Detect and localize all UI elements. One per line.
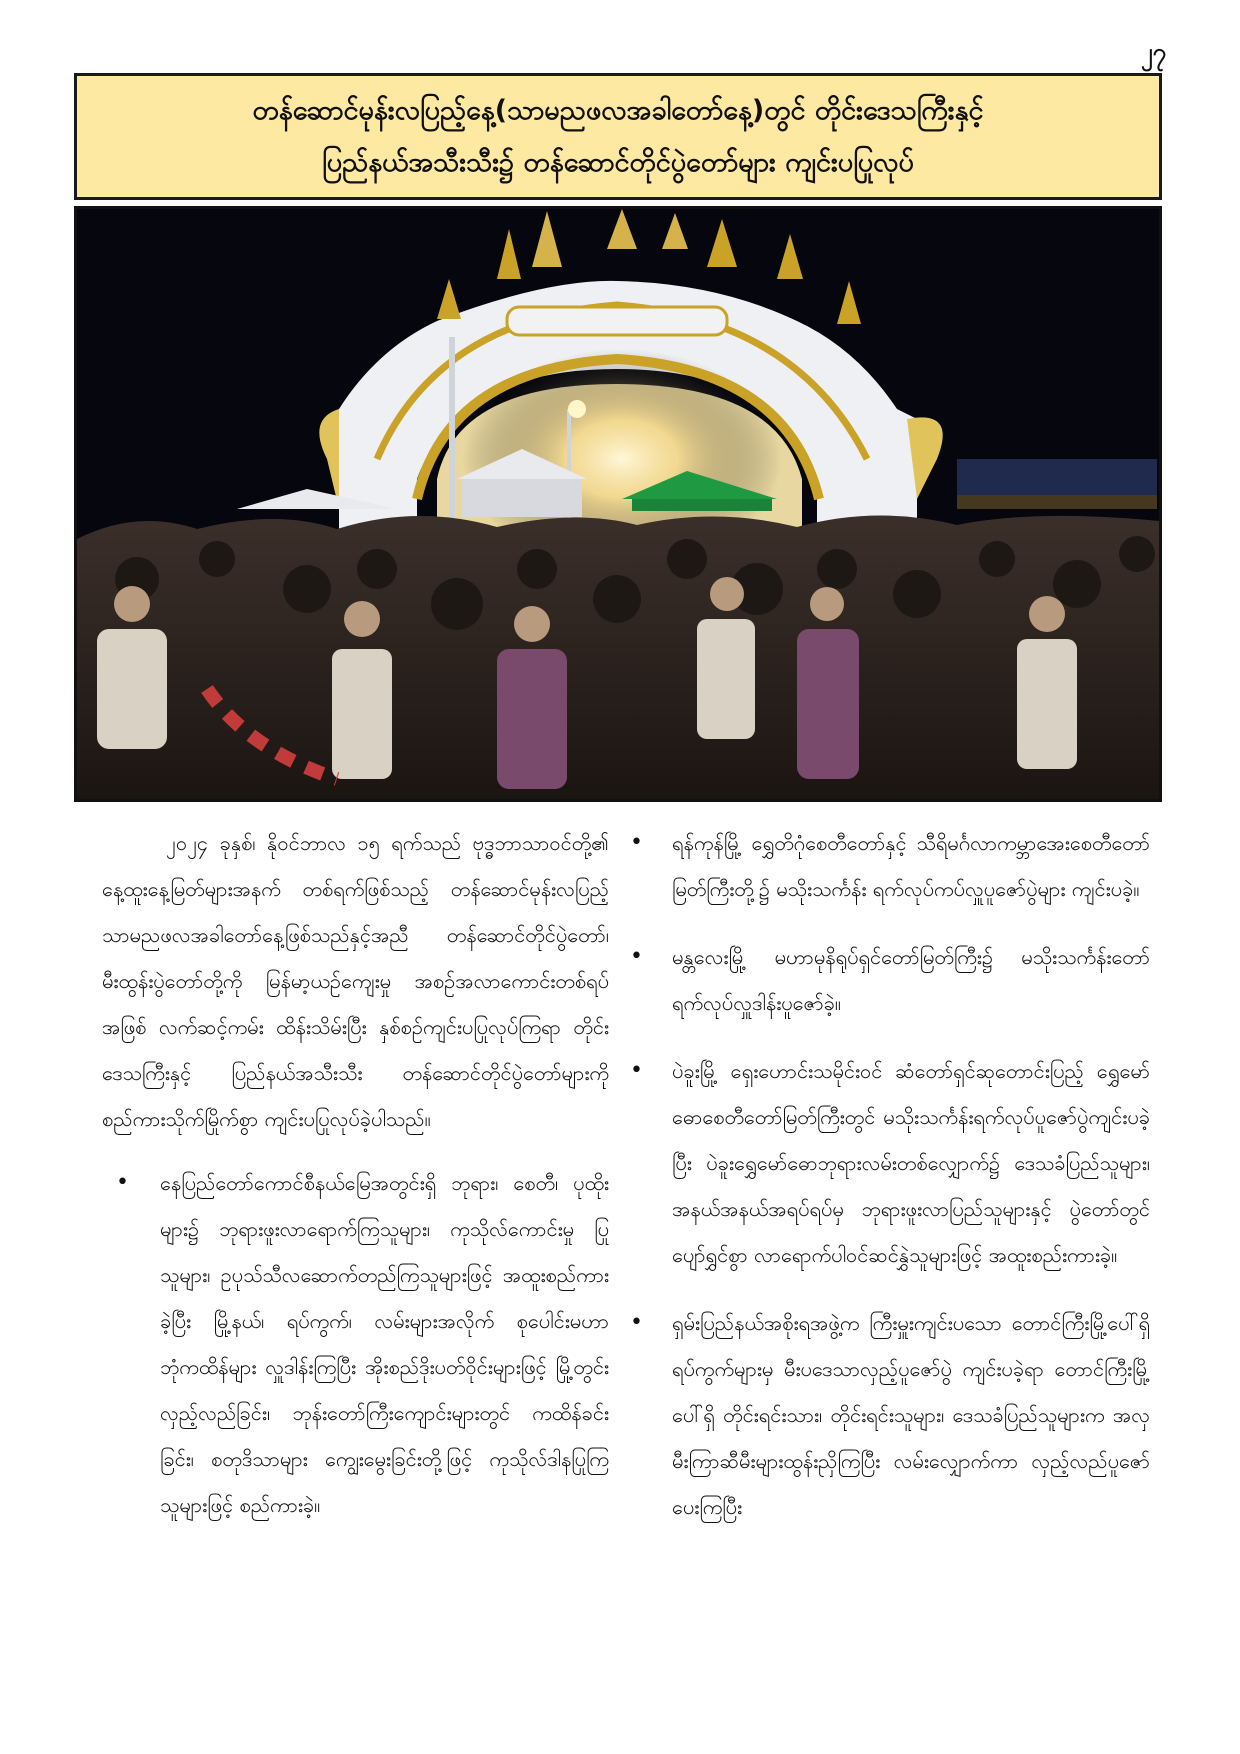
list-item-text: ရန်ကုန်မြို့ ရွှေတိဂုံစေတီတော်နှင့် သီရိမင်္ဂလာကမ္ဘာအေးစေတီတော်မြတ်ကြီးတို့၌ မသိုးသင်္ကန်း ရက်လုပ်ကပ်လှူပူဇော်ပွဲများ ကျင်းပခဲ့။ — [672, 831, 1150, 901]
bullet-icon: • — [630, 1058, 643, 1083]
list-item-text: ရှမ်းပြည်နယ်အစိုးရအဖွဲ့က ကြီးမှူးကျင်းပသော တောင်ကြီးမြို့ပေါ်ရှိ ရပ်ကွက်များမှ မီးပဒေသာလှည့်ပူဇော်ပွဲ ကျင်းပခဲ့ရာ တောင်ကြီးမြို့ပေါ်ရှိ တိုင်းရင်းသား၊ တိုင်းရင်းသူများ၊ ဒေသခံပြည်သူများက အလှမီးကြာဆီမီးများထွန်းညှိကြပြီး လမ်းလျှောက်ကာ လှည့်လည်ပူဇော်ပေးကြပြီး — [672, 1311, 1150, 1519]
bullet-icon: • — [630, 830, 643, 855]
bullet-icon: • — [630, 944, 643, 969]
list-item — [102, 1160, 609, 1528]
intro-paragraph: ၂၀၂၄ ခုနှစ်၊ နိုဝင်ဘာလ ၁၅ ရက်သည် ဗုဒ္ဓဘာသာဝင်တို့၏ နေ့ထူးနေ့မြတ်များအနက် တစ်ရက်ဖြစ်သည့် တန်ဆောင်မုန်းလပြည့် သာမညဖလအခါတော်နေ့ဖြစ်သည်နှင့်အညီ တန်ဆောင်တိုင်ပွဲတော်၊ မီးထွန်းပွဲတော်တို့ကို မြန်မာ့ယဉ်ကျေးမှု အစဉ်အလာကောင်းတစ်ရပ်အဖြစ် လက်ဆင့်ကမ်း ထိန်းသိမ်းပြီး နှစ်စဉ်ကျင်းပပြုလုပ်ကြရာ တိုင်းဒေသကြီးနှင့် ပြည်နယ်အသီးသီး တန်ဆောင်တိုင်ပွဲတော်များကို စည်ကားသိုက်မြိုက်စွာ ကျင်းပပြုလုပ်ခဲ့ပါသည်။ — [102, 831, 609, 1131]
festival-photo — [74, 206, 1162, 802]
page-number: ၂၇ — [1140, 38, 1166, 66]
list-item — [630, 934, 1150, 1026]
title-line-1: တန်ဆောင်မုန်းလပြည့်နေ့(သာမညဖလအခါတော်နေ့)တွင် တိုင်းဒေသကြီးနှင့် — [252, 94, 984, 126]
left-column — [102, 820, 609, 1550]
list-item — [630, 1048, 1150, 1278]
bullet-icon: • — [116, 1170, 129, 1195]
title-box — [74, 73, 1162, 200]
list-item-text: ပဲခူးမြို့ ရှေးဟောင်းသမိုင်းဝင် ဆံတော်ရှင်ဆုတောင်းပြည့် ရွှေမော်ဓောစေတီတော်မြတ်ကြီးတွင် မသိုးသင်္ကန်းရက်လုပ်ပူဇော်ပွဲကျင်းပခဲ့ပြီး ပဲခူးရွှေမော်ဓောဘုရားလမ်းတစ်လျှောက်၌ ဒေသခံပြည်သူများ၊ အနယ်အနယ်အရပ်ရပ်မှ ဘုရားဖူးလာပြည်သူများနှင့် ပွဲတော်တွင် ပျော်ရွှင်စွာ လာရောက်ပါဝင်ဆင်နွှဲသူများဖြင့် အထူးစည်းကားခဲ့။ — [672, 1059, 1150, 1267]
title-line-2: ပြည်နယ်အသီးသီး၌ တန်ဆောင်တိုင်ပွဲတော်များ ကျင်းပပြုလုပ် — [322, 146, 914, 178]
right-column — [630, 820, 1150, 1552]
list-item-text: မန္တလေးမြို့ မဟာမုနိရုပ်ရှင်တော်မြတ်ကြီး၌ မသိုးသင်္ကန်းတော် ရက်လုပ်လှူဒါန်းပူဇော်ခဲ့။ — [672, 945, 1150, 1015]
list-item — [630, 820, 1150, 912]
list-item-text: နေပြည်တော်ကောင်စီနယ်မြေအတွင်းရှိ ဘုရား၊ စေတီ၊ ပုထိုးများ၌ ဘုရားဖူးလာရောက်ကြသူများ၊ ကုသိုလ်ကောင်းမှု ပြုသူများ၊ ဥပုသ်သီလဆောက်တည်ကြသူများဖြင့် အထူးစည်ကားခဲ့ပြီး မြို့နယ်၊ ရပ်ကွက်၊ လမ်းများအလိုက် စုပေါင်းမဟာဘုံကထိန်များ လှူဒါန်းကြပြီး အိုးစည်ဒိုးပတ်ဝိုင်းများဖြင့် မြို့တွင်းလှည့်လည်ခြင်း၊ ဘုန်းတော်ကြီးကျောင်းများတွင် ကထိန်ခင်းခြင်း၊ စတုဒိသာများ ကျွေးမွေးခြင်းတို့ဖြင့် ကုသိုလ်ဒါနပြုကြသူများဖြင့် စည်ကားခဲ့။ — [160, 1171, 609, 1517]
bullet-icon: • — [630, 1310, 643, 1335]
list-item — [630, 1300, 1150, 1530]
